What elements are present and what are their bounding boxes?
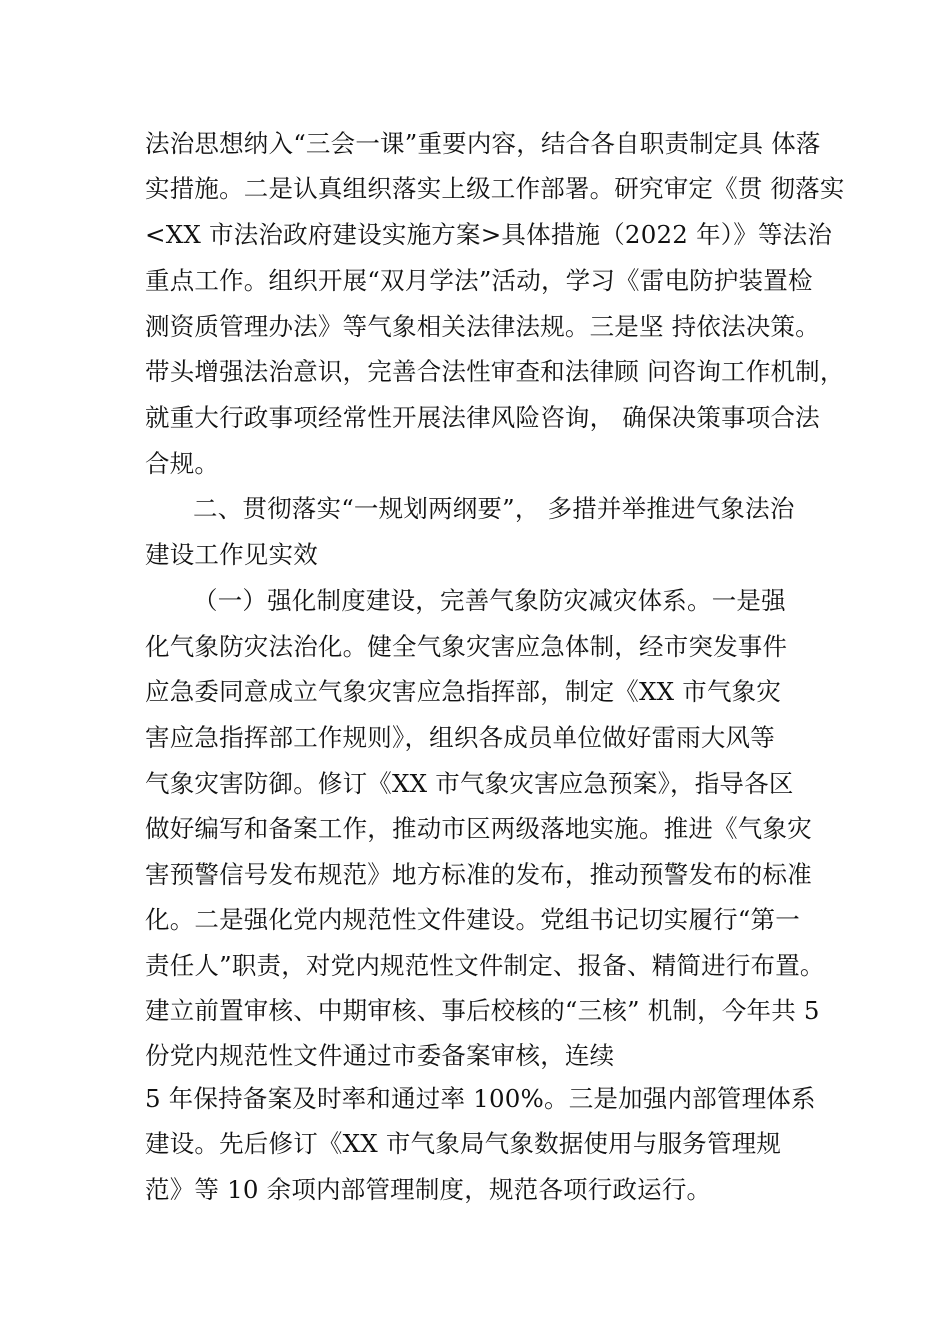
text-line: <XX 市法治政府建设实施方案>具体措施（2022 年）》等法治: [145, 220, 833, 249]
text-line: 建立前置审核、中期审核、事后校核的“三核” 机制，今年共 5: [145, 996, 820, 1025]
text-line: （一）强化制度建设，完善气象防灾减灾体系。一是强: [193, 586, 786, 615]
text-line: 建设。先后修订《XX 市气象局气象数据使用与服务管理规: [145, 1129, 782, 1158]
text-line: 5 年保持备案及时率和通过率 100%。三是加强内部管理体系: [145, 1084, 816, 1113]
text-line: 化气象防灾法治化。健全气象灾害应急体制，经市突发事件: [145, 632, 788, 661]
text-line: 就重大行政事项经常性开展法律风险咨询， 确保决策事项合法: [145, 403, 820, 432]
text-line: 范》等 10 余项内部管理制度，规范各项行政运行。: [145, 1175, 712, 1204]
text-line: 合规。: [145, 449, 220, 478]
section-heading-line: 二、贯彻落实“一规划两纲要”， 多措并举推进气象法治: [193, 494, 795, 523]
text-line: 气象灾害防御。修订《XX 市气象灾害应急预案》，指导各区: [145, 769, 794, 798]
text-line: 份党内规范性文件通过市委备案审核，连续: [145, 1041, 615, 1070]
text-line: 应急委同意成立气象灾害应急指挥部，制定《XX 市气象灾: [145, 677, 782, 706]
text-line: 重点工作。组织开展“双月学法”活动，学习《雷电防护装置检: [145, 266, 813, 295]
text-line: 法治思想纳入“三会一课”重要内容，结合各自职责制定具 体落: [145, 129, 821, 158]
text-line: 实措施。二是认真组织落实上级工作部署。研究审定《贯 彻落实: [145, 174, 845, 203]
text-line: 化。二是强化党内规范性文件建设。党组书记切实履行“第一: [145, 905, 800, 934]
section-heading-line: 建设工作见实效: [145, 540, 318, 569]
text-line: 害预警信号发布规范》地方标准的发布，推动预警发布的标准: [145, 860, 812, 889]
text-line: 责任人”职责，对党内规范性文件制定、报备、精简进行布置。: [145, 951, 825, 980]
text-line: 做好编写和备案工作，推动市区两级落地实施。推进《气象灾: [145, 814, 812, 843]
text-line: 带头增强法治意识，完善合法性审查和法律顾 问咨询工作机制，: [145, 357, 845, 386]
text-line: 测资质管理办法》等气象相关法律法规。三是坚 持依法决策。: [145, 312, 820, 341]
text-line: 害应急指挥部工作规则》，组织各成员单位做好雷雨大风等: [145, 723, 775, 752]
